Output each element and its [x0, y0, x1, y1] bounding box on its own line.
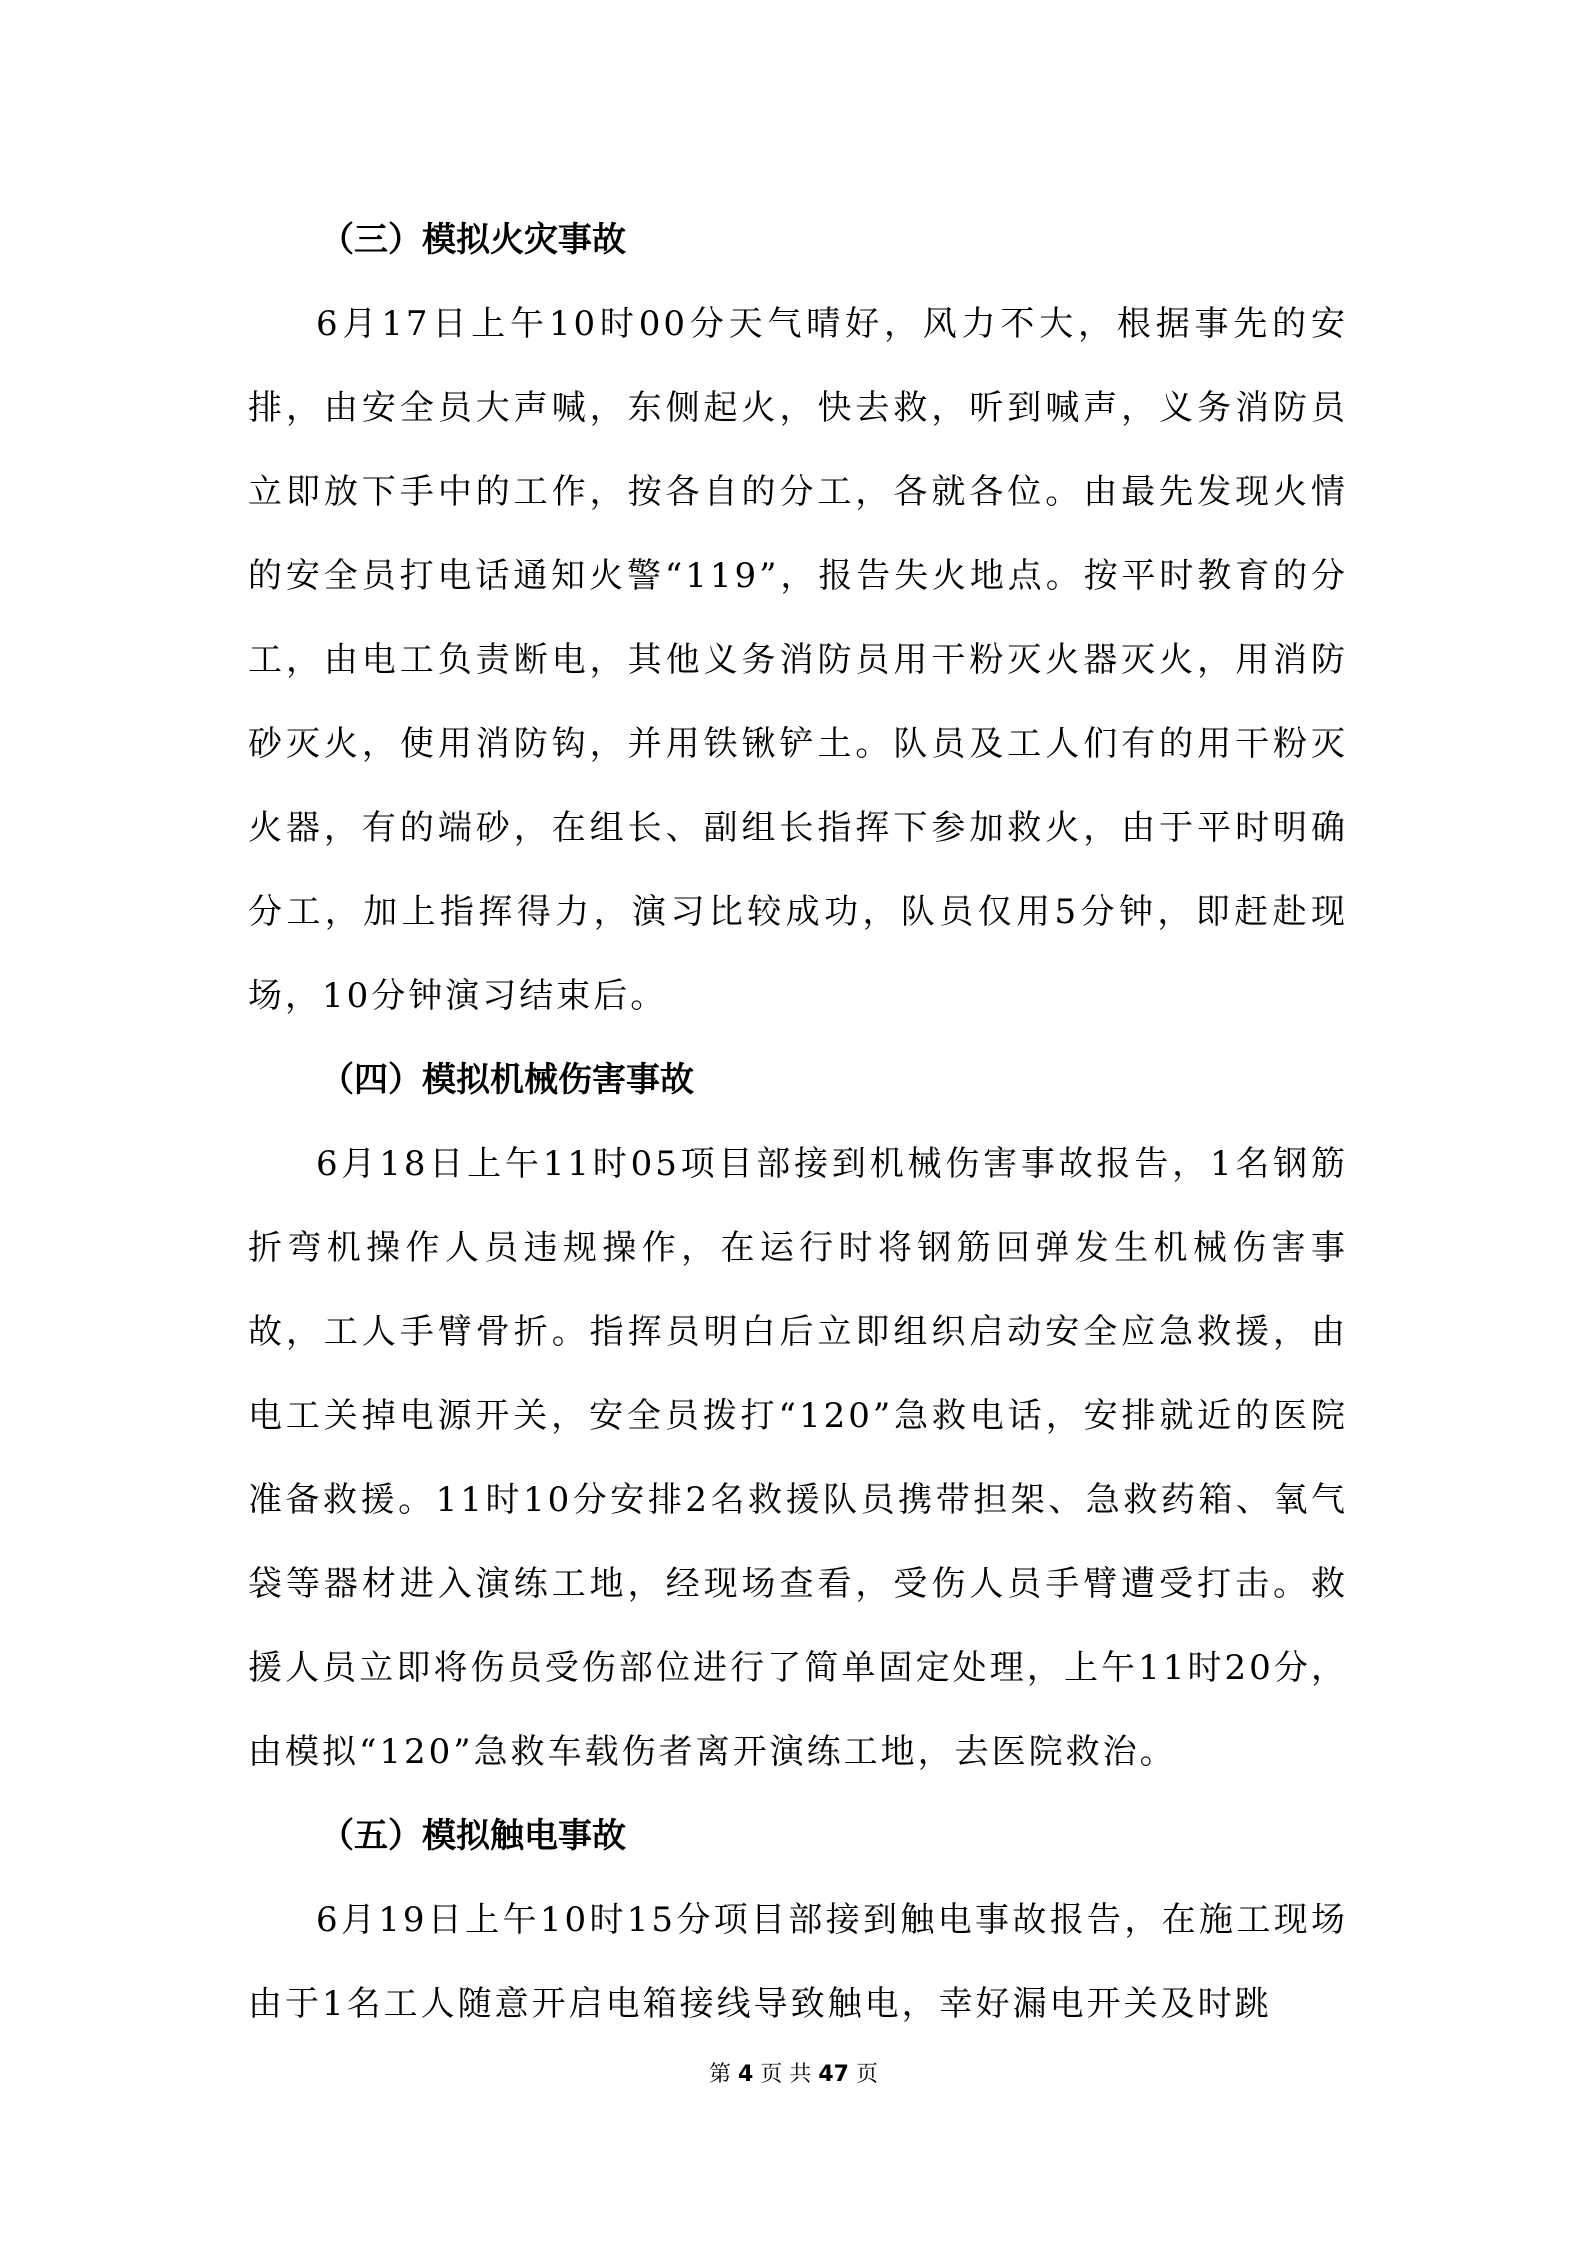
footer-current-page: 4: [738, 2062, 754, 2087]
section-heading-fire: （三）模拟火灾事故: [320, 220, 626, 260]
section-body-mechanical: 6月18日上午11时05项目部接到机械伤害事故报告，1名钢筋折弯机操作人员违规操作，在运行时将钢筋回弹发生机械伤害事故，工人手臂骨折。指挥员明白后立即组织启动安全应急救援，由电工关掉电源开关，安全员拨打“120”急救电话，安排就近的医院准备救援。11时10分安排2名救援队员携带担架、急救药箱、氧气袋等器材进入演练工地，经现场查看，受伤人员手臂遭受打击。救援人员立即将伤员受伤部位进行了简单固定处理，上午11时20分，由模拟“120”急救车载伤者离开演练工地，去医院救治。: [248, 1144, 1348, 1772]
section-heading-mechanical: （四）模拟机械伤害事故: [320, 1060, 694, 1100]
document-body: [248, 198, 1348, 2046]
section-body-fire: 6月17日上午10时00分天气晴好，风力不大，根据事先的安排，由安全员大声喊，东侧起火，快去救，听到喊声，义务消防员立即放下手中的工作，按各自的分工，各就各位。由最先发现火情的安全员打电话通知火警“119”，报告失火地点。按平时教育的分工，由电工负责断电，其他义务消防员用干粉灭火器灭火，用消防砂灭火，使用消防钩，并用铁锹铲土。队员及工人们有的用干粉灭火器，有的端砂，在组长、副组长指挥下参加救火，由于平时明确分工，加上指挥得力，演习比较成功，队员仅用5分钟，即赶赴现场，10分钟演习结束后。: [248, 304, 1348, 1016]
section-heading-electric: （五）模拟触电事故: [320, 1816, 626, 1856]
footer-suffix: 页: [855, 2062, 878, 2087]
footer-total-pages: 47: [818, 2062, 849, 2087]
section-body-electric: 6月19日上午10时15分项目部接到触电事故报告，在施工现场由于1名工人随意开启电箱接线导致触电，幸好漏电开关及时跳: [248, 1900, 1348, 2024]
footer-prefix: 第: [709, 2062, 732, 2087]
footer-middle: 页 共: [760, 2062, 812, 2087]
page-footer: [0, 2060, 1587, 2090]
